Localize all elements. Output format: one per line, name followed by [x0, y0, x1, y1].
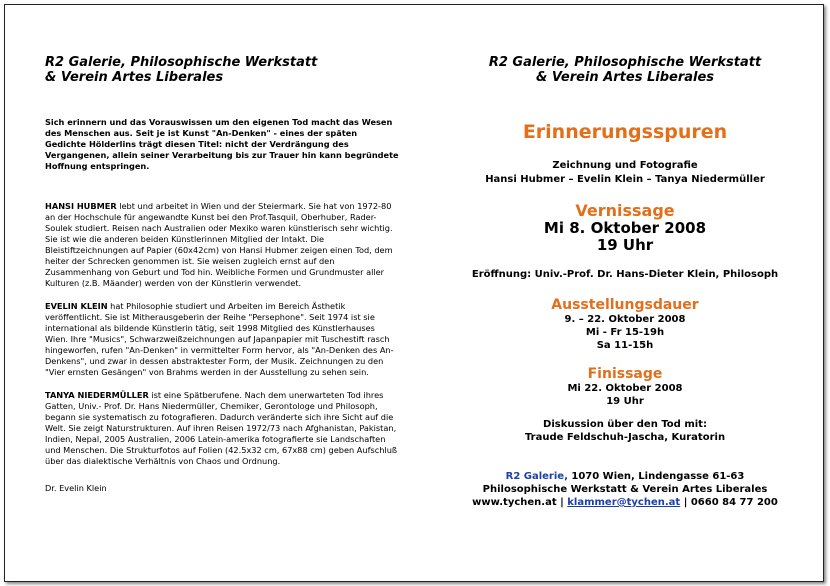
footer-links-line — [425, 496, 825, 509]
separator: | — [556, 497, 568, 508]
discussion-block — [425, 418, 825, 444]
organizer-heading-right — [425, 55, 825, 85]
organizer-line-1: R2 Galerie, Philosophische Werkstatt — [45, 55, 318, 70]
finissage-date: Mi 22. Oktober 2008 — [567, 383, 683, 394]
finissage-heading: Finissage — [587, 366, 663, 382]
footer-contact — [425, 470, 825, 509]
bio-text: ist eine Spätberufene. Nach dem unerwarteten Tod ihres Gatten, Univ.- Prof. Dr. Hans Niedermüller, Chemiker, Gerontologe und Philosoph, begann sie systematisch zu fotografieren. Dadurch veränderte sich ihre Sicht auf die Welt. Sie zeigt Naturstrukturen. Auf ihren Reisen 1972/73 nach Afghanistan, Pakistan, Indien, Nepal, 2005 Australien, 2006 Latein-amerika fotografierte sie Landschaften und Menschen. Die Strukturfotos auf Folien (42.5x32 cm, 67x88 cm) geben Aufschluß über das dialektische Verhältnis von Chaos und Ordnung. — [45, 390, 398, 466]
bio-klein — [45, 301, 400, 378]
organizer-heading-left — [45, 55, 400, 85]
finissage-time: 19 Uhr — [606, 396, 644, 407]
website-link[interactable]: www.tychen.at — [472, 497, 557, 508]
gallery-address: 1070 Wien, Lindengasse 61-63 — [567, 471, 745, 482]
duration-saturday: Sa 11-15h — [596, 340, 654, 351]
bio-name: EVELIN KLEIN — [45, 301, 108, 311]
organizer-line-2: & Verein Artes Liberales — [535, 70, 715, 85]
separator: | — [680, 497, 691, 508]
intro-paragraph: Sich erinnern und das Vorauswissen um den eigenen Tod macht das Wesen des Menschen aus. Seit je ist Kunst "An-Denken" - eines der späten Gedichte Hölderlins trägt diesen Titel: nicht der Verdrängung des Vergangenen, allein seiner Verarbeitung bis zur Trauer hin kann begründete Hoffnung entspringen. — [45, 117, 399, 171]
bio-hubmer — [45, 201, 400, 289]
subtitle-line-1: Zeichnung und Fotografie — [552, 160, 698, 171]
bio-text: lebt und arbeitet in Wien und der Steiermark. Sie hat von 1972-80 an der Hochschule für angewandte Kunst bei den Prof.Tasquil, Oberhuber, Rader-Soulek studiert. Reisen nach Australien oder Mexiko waren künstlerisch sehr wichtig. Sie ist wie die anderen beiden Künstlerinnen Mitglied der Intakt. Die Bleistiftzeichnungen auf Papier (60x42cm) von Hansi Hubmer zeigen einen Tod, dem heiter der Schrecken genommen ist. Sie weisen zugleich ernst auf den Zusammenhang von Geburt und Tod hin. Weibliche Formen und Grundmuster aller Kulturen (z.B. Mäander) werden von der Künstlerin verwendet. — [45, 201, 393, 288]
organizer-line-2: & Verein Artes Liberales — [45, 70, 224, 85]
discussion-line-1: Diskussion über den Tod mit: — [543, 419, 707, 430]
duration-heading: Ausstellungsdauer — [551, 297, 699, 313]
vernissage-heading: Vernissage — [575, 201, 675, 220]
organizer-line-1: R2 Galerie, Philosophische Werkstatt — [488, 55, 762, 70]
vernissage-time: 19 Uhr — [596, 236, 654, 254]
gallery-name: R2 Galerie, — [505, 471, 568, 482]
footer-address-line — [425, 470, 825, 483]
duration-dates: 9. – 22. Oktober 2008 — [564, 314, 686, 325]
bio-niedermueller — [45, 390, 400, 467]
opening-speaker: Eröffnung: Univ.-Prof. Dr. Hans-Dieter Klein, Philosoph — [471, 269, 779, 280]
duration-weekdays: Mi - Fr 15-19h — [585, 327, 665, 338]
footer-orgs: Philosophische Werkstatt & Verein Artes Liberales — [482, 484, 768, 495]
flyer-page — [4, 4, 824, 582]
subtitle-artists: Hansi Hubmer – Evelin Klein – Tanya Niedermüller — [485, 174, 765, 185]
bio-text: hat Philosophie studiert und Arbeiten im Bereich Ästhetik veröffentlicht. Sie ist Mitherausgeberin der Reihe "Persephone". Seit 1974 ist sie international als bildende Künstlerin tätig, seit 1998 Mitglied des Künstlerhauses Wien. Ihre "Musics", Schwarzweißzeichnungen auf Japanpapier mit Tuschestift rasch hingeworfen, rufen "An-Denken" in vermittelter Form hervor, als "An-Denken des An-Denkens", und zwar in dessen abstraktester Form, der Musik. Zeichnungen zu den "Vier ernsten Gesängen" von Brahms werden in der Ausstellung zu sehen sein. — [45, 301, 394, 377]
right-column — [425, 55, 825, 509]
email-link[interactable]: klammer@tychen.at — [567, 497, 681, 508]
vernissage-date: Mi 8. Oktober 2008 — [543, 219, 707, 237]
discussion-line-2: Traude Feldschuh-Jascha, Kuratorin — [524, 432, 726, 443]
bio-name: HANSI HUBMER — [45, 201, 117, 211]
exhibition-subtitle — [425, 159, 825, 187]
signature: Dr. Evelin Klein — [45, 483, 107, 493]
left-column — [45, 55, 400, 493]
bio-name: TANYA NIEDERMÜLLER — [45, 390, 149, 400]
exhibition-title: Erinnerungsspuren — [522, 121, 728, 143]
phone-number: 0660 84 77 200 — [690, 497, 778, 508]
